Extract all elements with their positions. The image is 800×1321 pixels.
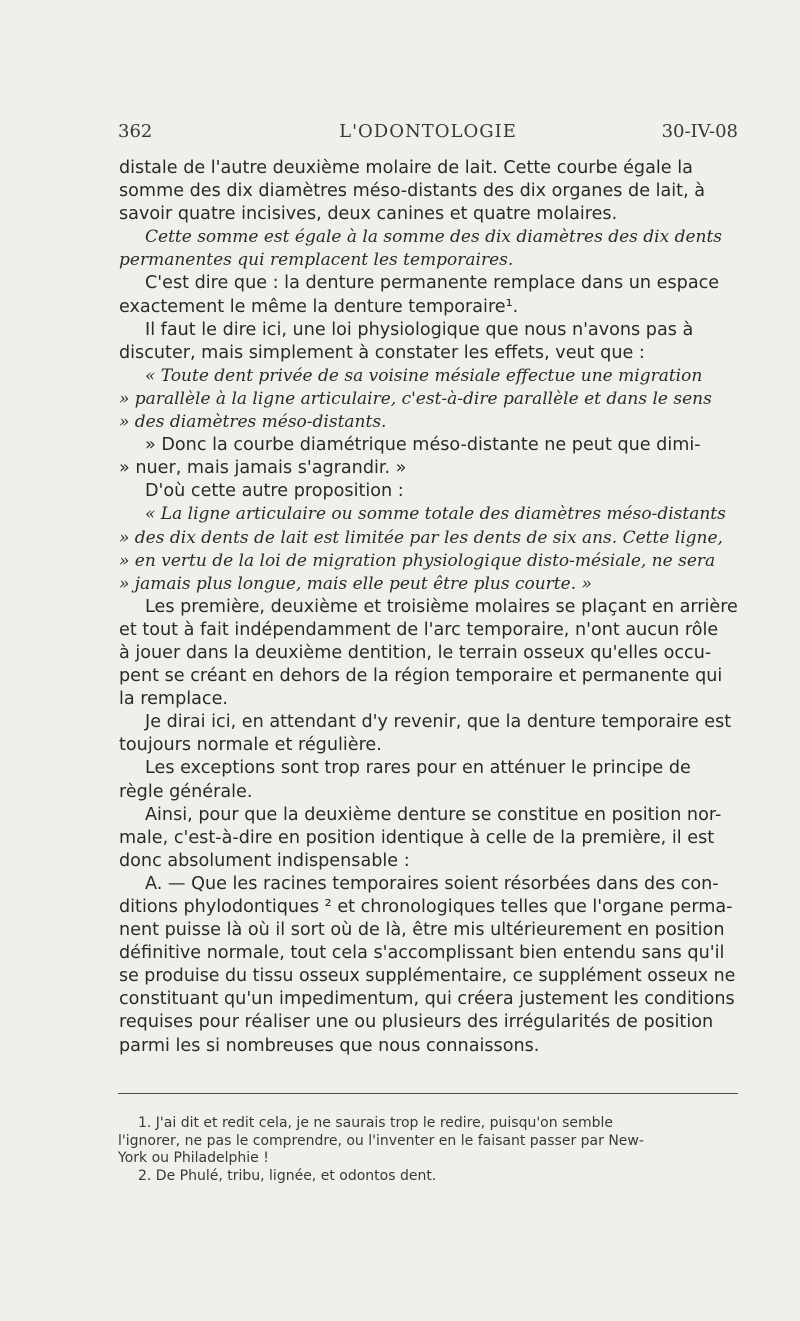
page-number: 362 — [118, 121, 153, 142]
footnote-separator — [118, 1093, 738, 1094]
text-line: Je dirai ici, en attendant d'y revenir, que la denture temporaire est — [145, 712, 732, 733]
text-line: toujours normale et régulière. — [119, 735, 382, 756]
text-line: Les première, deuxième et troisième molaires se plaçant en arrière — [145, 596, 738, 617]
text-line: exactement le même la denture temporaire¹. — [119, 296, 519, 317]
footnote-line: 1. J'ai dit et redit cela, je ne saurais trop le redire, puisqu'on semble — [138, 1115, 614, 1131]
text-line: constituant qu'un impedimentum, qui créera justement les conditions — [119, 989, 735, 1010]
body-text — [119, 157, 739, 1058]
running-header — [118, 121, 738, 145]
text-line: male, c'est-à-dire en position identique à celle de la première, il est — [119, 827, 715, 848]
text-line: ditions phylodontiques ² et chronologiques telles que l'organe perma- — [119, 897, 733, 917]
text-line: D'où cette autre proposition : — [145, 481, 404, 502]
text-line: » des diamètres méso-distants. — [119, 412, 387, 433]
text-line: » en vertu de la loi de migration physiologique disto-mésiale, ne sera — [119, 550, 716, 571]
text-line: parmi les si nombreuses que nous connaissons. — [119, 1035, 540, 1056]
text-line: définitive normale, tout cela s'accomplissant bien entendu sans qu'il — [119, 943, 725, 964]
text-line: à jouer dans la deuxième dentition, le terrain osseux qu'elles occu- — [119, 642, 712, 663]
text-line: » Donc la courbe diamétrique méso-distante ne peut que dimi- — [145, 435, 701, 456]
text-line: la remplace. — [119, 689, 228, 710]
footnotes — [118, 1115, 738, 1185]
text-line: Ainsi, pour que la deuxième denture se constitue en position nor- — [145, 804, 722, 825]
text-line: » parallèle à la ligne articulaire, c'est-à-dire parallèle et dans le sens — [119, 388, 712, 409]
text-line: et tout à fait indépendamment de l'arc temporaire, n'ont aucun rôle — [119, 619, 719, 640]
text-line: pent se créant en dehors de la région temporaire et permanente qui — [119, 666, 723, 687]
text-line: nent puisse là où il sort où de là, être mis ultérieurement en position — [119, 920, 725, 941]
text-line: » nuer, mais jamais s'agrandir. » — [119, 458, 407, 479]
text-line: A. — Que les racines temporaires soient résorbées dans des con- — [145, 873, 719, 894]
issue-date: 30-IV-08 — [661, 121, 738, 142]
journal-title: L'ODONTOLOGIE — [339, 121, 517, 142]
text-line: se produise du tissu osseux supplémentaire, ce supplément osseux ne — [119, 966, 736, 987]
text-line: « La ligne articulaire ou somme totale des diamètres méso-distants — [145, 504, 726, 525]
footnote-line: 2. De Phulé, tribu, lignée, et odontos dent. — [138, 1167, 437, 1184]
text-line: somme des dix diamètres méso-distants des dix organes de lait, à — [119, 181, 706, 202]
text-line: Il faut le dire ici, une loi physiologique que nous n'avons pas à — [145, 319, 694, 340]
text-line: savoir quatre incisives, deux canines et quatre molaires. — [119, 204, 618, 225]
text-line: donc absolument indispensable : — [119, 850, 410, 871]
text-line: distale de l'autre deuxième molaire de lait. Cette courbe égale la — [119, 158, 693, 178]
text-line: C'est dire que : la denture permanente remplace dans un espace — [145, 273, 720, 294]
text-line: Cette somme est égale à la somme des dix diamètres des dix dents — [145, 227, 723, 248]
footnote-line: York ou Philadelphie ! — [118, 1150, 269, 1166]
text-line: » des dix dents de lait est limitée par les dents de six ans. Cette ligne, — [119, 527, 723, 548]
text-line: permanentes qui remplacent les temporaires. — [119, 250, 514, 271]
text-line: requises pour réaliser une ou plusieurs des irrégularités de position — [119, 1012, 714, 1033]
footnote-line: l'ignorer, ne pas le comprendre, ou l'inventer en le faisant passer par New- — [118, 1132, 644, 1149]
text-line: Les exceptions sont trop rares pour en atténuer le principe de — [145, 758, 691, 779]
text-line: règle générale. — [119, 781, 253, 802]
text-line: » jamais plus longue, mais elle peut être plus courte. » — [119, 573, 592, 594]
text-line: « Toute dent privée de sa voisine mésiale effectue une migration — [145, 365, 703, 386]
text-line: discuter, mais simplement à constater les effets, veut que : — [119, 342, 645, 363]
